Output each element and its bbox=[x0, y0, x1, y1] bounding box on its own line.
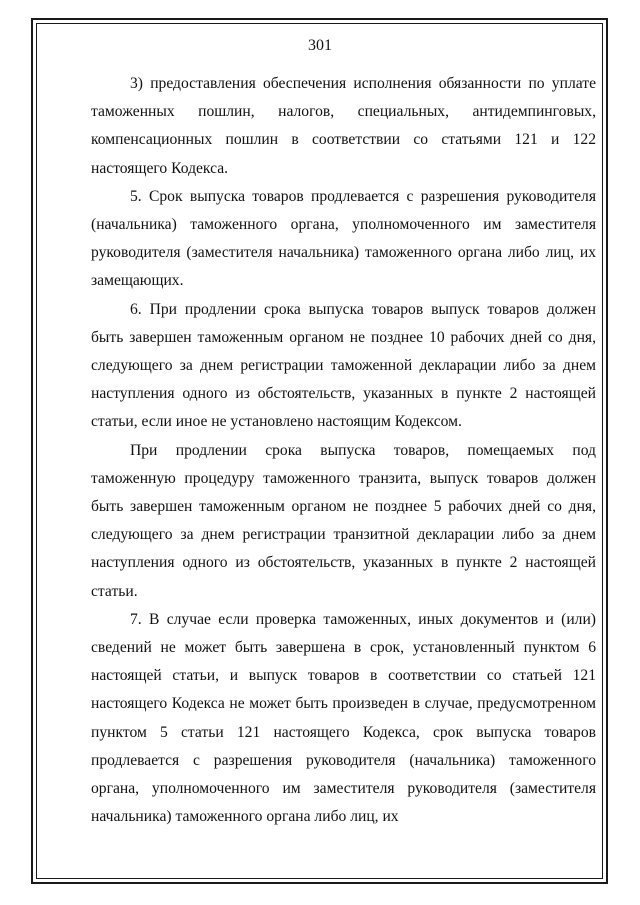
paragraph-point-5: 5. Срок выпуска товаров продлевается с разрешения руководителя (начальника) таможенного органа, уполномоченного им заместителя руководителя (заместителя начальника) таможенного органа либо лиц, их замещающих. bbox=[91, 187, 596, 290]
paragraph-point-7: 7. В случае если проверка таможенных, иных документов и (или) сведений не может быть завершена в срок, установленный пунктом 6 настоящей статьи, и выпуск товаров в соответствии со статьей 121 настоящего Кодекса не может быть произведен в случае, предусмотренном пунктом 5 статьи 121 настоящего Кодекса, срок выпуска товаров продлевается с разрешения руководителя (начальника) таможенного органа, уполномоченного им заместителя руководителя (заместителя начальника) таможенного органа либо лиц, их bbox=[91, 610, 596, 826]
paragraph-point-6: 6. При продлении срока выпуска товаров выпуск товаров должен быть завершен таможенным органом не позднее 10 рабочих дней со дня, следующего за днем регистрации таможенной декларации либо за днем наступления одного из обстоятельств, указанных в пункте 2 настоящей статьи, если иное не установлено настоящим Кодексом. bbox=[91, 300, 596, 431]
paragraph-item-3: 3) предоставления обеспечения исполнения обязанности по уплате таможенных пошлин, налогов, специальных, антидемпинговых, компенсационных пошлин в соответствии со статьями 121 и 122 настоящего Кодекса. bbox=[91, 75, 596, 177]
document-body bbox=[91, 70, 596, 831]
paragraph-point-6-transit: При продлении срока выпуска товаров, помещаемых под таможенную процедуру таможенного транзита, выпуск товаров должен быть завершен таможенным органом не позднее 5 рабочих дней со дня, следующего за днем регистрации транзитной декларации либо за днем наступления одного из обстоятельств, указанных в пункте 2 настоящей статьи. bbox=[91, 441, 596, 600]
page-number: 301 bbox=[308, 37, 332, 54]
